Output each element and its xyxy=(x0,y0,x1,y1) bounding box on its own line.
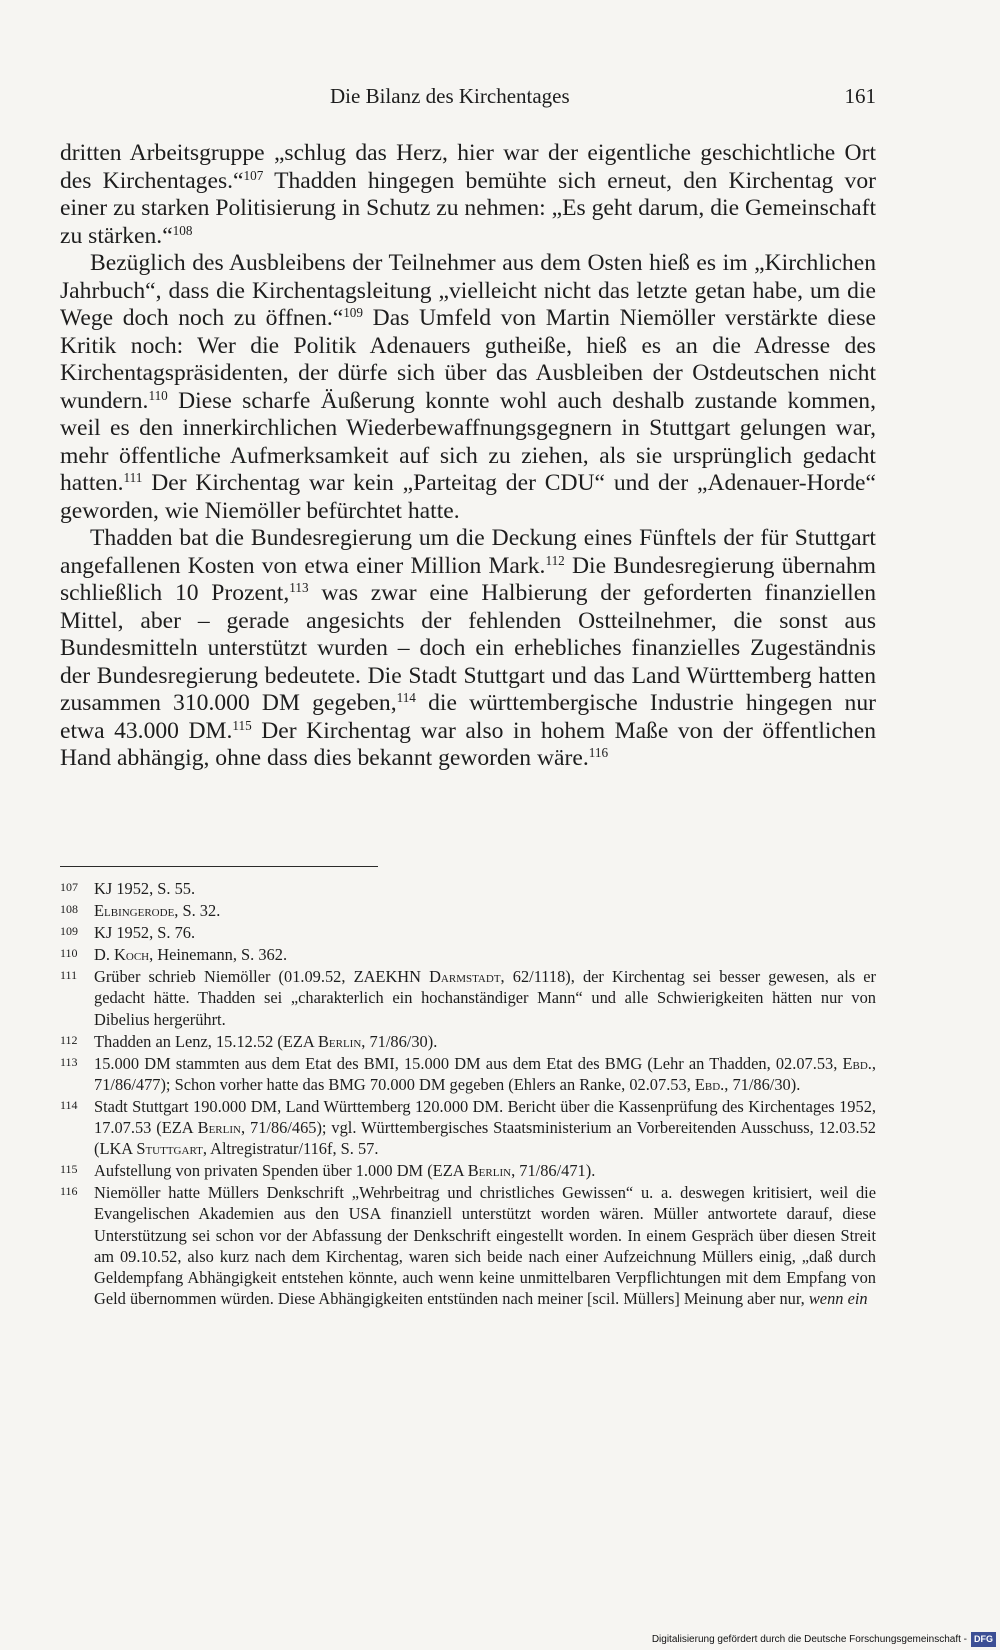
running-head xyxy=(60,84,876,114)
footnote-text: , Heinemann, S. 362. xyxy=(149,945,288,965)
source-name: Berlin xyxy=(467,1161,512,1181)
footnote-number: 110 xyxy=(60,946,78,961)
footnote-text: , 71/86/30). xyxy=(724,1074,801,1094)
footnote-text: Grüber schrieb Niemöller (01.09.52, ZAEKHN xyxy=(94,967,430,987)
running-title: Die Bilanz des Kirchentages xyxy=(330,84,570,108)
text-run: Bezüglich des Ausbleibens der Teilnehmer aus dem Osten hieß es im „Kirchlichen Jahrbuch“, dass die Kirchentagsleitung „vielleicht nicht das letzte getan habe, um die Wege doch noch zu öffnen.“ xyxy=(60,250,876,331)
source-name: Berlin xyxy=(197,1118,241,1138)
footnote-109 xyxy=(60,922,876,943)
footnote-ref: 112 xyxy=(545,552,565,568)
footnote-text: Thadden an Lenz, 15.12.52 (EZA xyxy=(94,1031,318,1051)
digitization-credit xyxy=(652,1630,996,1648)
footnote-text: KJ 1952, S. 55. xyxy=(94,879,196,898)
footnote-text: Aufstellung von privaten Spenden über 1.000 DM (EZA xyxy=(94,1161,468,1181)
footnote-number: 107 xyxy=(60,880,78,894)
source-name: Koch xyxy=(114,945,150,965)
footnote-text: Niemöller hatte Müllers Denkschrift „Wehrbeitrag und christliches Gewissen“ u. a. deswegen kritisiert, weil die Evangelischen Akademien aus den USA finanziell unterstützt worden wären. Müller antwortete darauf, diese Unterstützung sei schon vor der Abfassung der Denkschrift eingestellt worden. In einem Gespräch über diesen Streit am 09.10.52, also kurz nach dem Kirchentag, waren sich beide nach einer Aufzeichnung Müllers einig, „daß durch Geldempfang Abhängigkeit entstehen könnte, auch wenn keine unmittelbaren Verpflichtungen mit dem Empfang von Geld übernommen würden. Diese Abhängigkeiten entstünden nach meiner [scil. Müllers] Meinung aber nur, xyxy=(94,1183,876,1308)
footnote-text: Stadt Stuttgart 190.000 DM, Land Württemberg 120.000 DM. Bericht über die Kassenprüfung des Kirchentages 1952, 17.07.53 (EZA xyxy=(94,1096,876,1138)
footnote-text: KJ 1952, S. 76. xyxy=(94,923,196,943)
footnote-ref: 111 xyxy=(123,469,143,485)
footnote-ref: 114 xyxy=(396,689,416,705)
footnote-text: , 62/1118), der Kirchentag sei besser gewesen, als er gedacht hätte. Thadden sei „charakterlich ein hochanständiger Mann“ und alle Schwierigkeiten hätten nur von Dibelius hergerührt. xyxy=(94,967,877,1029)
footnote-ref: 110 xyxy=(148,387,168,403)
footnote-114 xyxy=(60,1096,876,1159)
text-run: Der Kirchentag war also in hohem Maße von der öffentlichen Hand abhängig, ohne dass dies bekannt geworden wäre. xyxy=(60,717,876,771)
footnote-ref: 107 xyxy=(243,167,264,183)
text-run: dritten Arbeitsgruppe „schlug das Herz, hier war der eigentliche geschichtliche Ort des Kirchentages.“ xyxy=(60,140,876,194)
footnote-115 xyxy=(60,1160,876,1181)
book-page xyxy=(60,0,876,1650)
source-name: Ebd. xyxy=(694,1074,725,1094)
footnote-number: 115 xyxy=(60,1162,78,1177)
footnote-ref: 108 xyxy=(172,222,193,238)
footnote-text: , 71/86/465); vgl. Württembergisches Staatsministerium an Vorbereitenden Ausschuss, 12.03.52 (LKA xyxy=(94,1118,876,1159)
source-name: Stuttgart xyxy=(136,1139,203,1159)
text-run: was zwar eine Halbierung der geforderten finanziellen Mittel, aber – gerade angesichts der fehlenden Ostteilnehmer, die sonst aus Bundesmitteln unterstützt wurden – doch ein erhebliches finanzielles Zugeständnis der Bundesregierung bedeutete. Die Stadt Stuttgart und das Land Württemberg hatten zusammen 310.000 DM gegeben, xyxy=(60,580,876,716)
footnote-107 xyxy=(60,878,876,899)
footnote-ref: 109 xyxy=(343,304,364,320)
text-run: Der Kirchentag war kein „Parteitag der CDU“ und der „Adenauer-Horde“ geworden, wie Niemöller befürchtet hatte. xyxy=(60,470,876,524)
footnote-divider xyxy=(60,866,378,867)
credit-text: Digitalisierung gefördert durch die Deutsche Forschungsgemeinschaft - xyxy=(651,1633,967,1645)
footnote-number: 113 xyxy=(60,1054,78,1069)
footnote-text: , S. 32. xyxy=(174,901,221,921)
source-name: Berlin xyxy=(317,1031,362,1051)
text-run: Diese scharfe Äußerung konnte wohl auch deshalb zustande kommen, weil es den innerkirchlichen Wiederbewaffnungsgegnern in Stuttgart gelungen war, mehr öffentliche Aufmerksamkeit auf sich zu ziehen, als sie ursprünglich gedacht hatten. xyxy=(60,387,876,496)
text-run: Thadden bat die Bundesregierung um die Deckung eines Fünftels der für Stuttgart angefallenen Kosten von etwa einer Million Mark. xyxy=(60,525,876,579)
footnote-text: 15.000 DM stammten aus dem Etat des BMI, 15.000 DM aus dem Etat des BMG (Lehr an Thadden, 02.07.53, xyxy=(94,1053,843,1073)
dfg-logo: DFG xyxy=(971,1632,996,1647)
footnote-text: , 71/86/477); Schon vorher hatte das BMG 70.000 DM gegeben (Ehlers an Ranke, 02.07.53, xyxy=(94,1053,876,1094)
footnote-ref: 116 xyxy=(588,744,609,760)
footnote-number: 114 xyxy=(60,1097,78,1112)
footnote-112 xyxy=(60,1031,876,1052)
footnote-108 xyxy=(60,900,876,921)
footnote-italic-text: wenn ein xyxy=(808,1288,868,1308)
footnotes xyxy=(60,878,876,1310)
footnote-text: , Altregistratur/116f, S. 57. xyxy=(202,1139,379,1159)
footnote-number: 111 xyxy=(60,968,78,983)
footnote-number: 116 xyxy=(60,1184,78,1199)
footnote-number: 109 xyxy=(60,924,78,939)
footnote-113 xyxy=(60,1053,876,1095)
page-number: 161 xyxy=(844,84,876,108)
paragraph-3 xyxy=(60,525,876,773)
footnote-ref: 113 xyxy=(289,579,309,595)
paragraph-1 xyxy=(60,140,876,250)
footnote-110 xyxy=(60,944,876,965)
text-run: Thadden hingegen bemühte sich erneut, den Kirchentag vor einer zu starken Politisierung in Schutz zu nehmen: „Es geht darum, die Gemeinschaft zu stärken.“ xyxy=(60,167,876,249)
text-run: Das Umfeld von Martin Niemöller verstärkte diese Kritik noch: Wer die Politik Adenauers gutheiße, hieß es an die Adresse des Kirchentagspräsidenten, der dürfe sich über das Ausbleiben der Ostdeutschen nicht wundern. xyxy=(60,305,877,414)
text-run: die württembergische Industrie hingegen nur etwa 43.000 DM. xyxy=(60,690,876,744)
main-text xyxy=(60,140,876,773)
paragraph-2 xyxy=(60,250,876,525)
footnote-text: D. xyxy=(94,945,115,965)
source-name: Ebd. xyxy=(842,1053,872,1073)
text-run: Die Bundesregierung übernahm schließlich 10 Prozent, xyxy=(60,552,876,606)
footnote-number: 108 xyxy=(60,902,78,917)
footnote-ref: 115 xyxy=(232,717,252,733)
footnote-text: , 71/86/30). xyxy=(361,1031,438,1051)
footnote-text: , 71/86/471). xyxy=(511,1161,596,1181)
footnote-116 xyxy=(60,1182,876,1309)
source-name: Darmstadt xyxy=(429,967,501,987)
footnote-111 xyxy=(60,966,876,1029)
source-name: Elbingerode xyxy=(94,901,175,921)
footnote-number: 112 xyxy=(60,1032,78,1047)
